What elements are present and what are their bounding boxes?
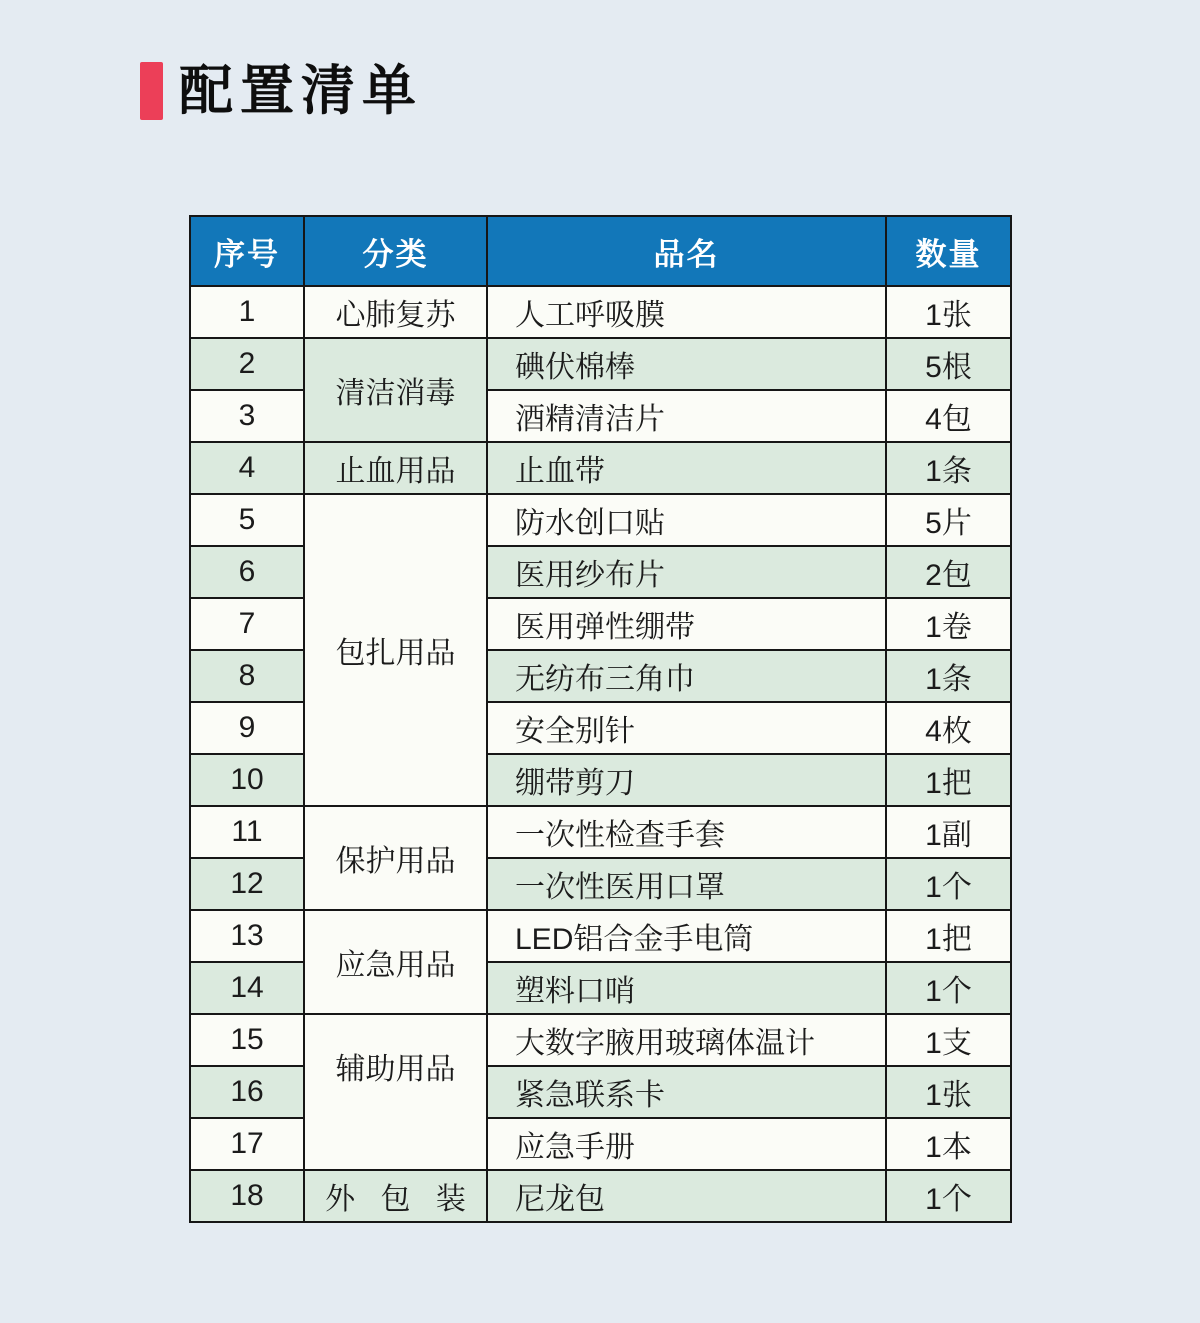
- table-row: [190, 338, 1011, 390]
- category-label: 保护用品: [335, 845, 456, 878]
- quantity-cell: 1张: [886, 1066, 1011, 1118]
- product-name-cell: 医用弹性绷带: [487, 598, 886, 650]
- category-label: 清洁消毒: [335, 377, 456, 410]
- category-label: 应急用品: [335, 949, 456, 982]
- row-index-cell: 9: [190, 702, 304, 754]
- table-row: [190, 286, 1011, 338]
- table-header-row: [190, 216, 1011, 286]
- row-index-cell: 12: [190, 858, 304, 910]
- product-name-cell: 绷带剪刀: [487, 754, 886, 806]
- product-name-cell: 应急手册: [487, 1118, 886, 1170]
- config-list-table: [189, 215, 1012, 1223]
- row-index-cell: 15: [190, 1014, 304, 1066]
- category-cell: [304, 286, 487, 338]
- quantity-cell: 5片: [886, 494, 1011, 546]
- title-accent-bar: [140, 62, 163, 120]
- product-name-cell: 人工呼吸膜: [487, 286, 886, 338]
- category-label: 心肺复苏: [335, 299, 456, 332]
- table-row: [190, 494, 1011, 546]
- product-name-cell: 一次性医用口罩: [487, 858, 886, 910]
- header-name: 品名: [487, 216, 886, 286]
- category-cell: [304, 338, 487, 442]
- product-name-cell: 安全别针: [487, 702, 886, 754]
- category-label: 外 包 装: [325, 1183, 466, 1216]
- product-name-cell: 紧急联系卡: [487, 1066, 886, 1118]
- row-index-cell: 11: [190, 806, 304, 858]
- product-name-cell: 碘伏棉棒: [487, 338, 886, 390]
- page-title: 配置清单: [179, 61, 423, 121]
- table-row: [190, 1170, 1011, 1222]
- row-index-cell: 16: [190, 1066, 304, 1118]
- row-index-cell: 10: [190, 754, 304, 806]
- quantity-cell: 2包: [886, 546, 1011, 598]
- quantity-cell: 5根: [886, 338, 1011, 390]
- quantity-cell: 1个: [886, 858, 1011, 910]
- category-label: 辅助用品: [335, 1053, 456, 1086]
- product-name-cell: 酒精清洁片: [487, 390, 886, 442]
- product-name-cell: 一次性检查手套: [487, 806, 886, 858]
- table-row: [190, 806, 1011, 858]
- category-cell: [304, 1014, 487, 1170]
- product-name-cell: 尼龙包: [487, 1170, 886, 1222]
- quantity-cell: 1副: [886, 806, 1011, 858]
- table-row: [190, 1014, 1011, 1066]
- row-index-cell: 8: [190, 650, 304, 702]
- row-index-cell: 2: [190, 338, 304, 390]
- quantity-cell: 1张: [886, 286, 1011, 338]
- quantity-cell: 1本: [886, 1118, 1011, 1170]
- row-index-cell: 14: [190, 962, 304, 1014]
- row-index-cell: 1: [190, 286, 304, 338]
- table-row: [190, 442, 1011, 494]
- header-qty: 数量: [886, 216, 1011, 286]
- quantity-cell: 4枚: [886, 702, 1011, 754]
- product-name-cell: 防水创口贴: [487, 494, 886, 546]
- row-index-cell: 5: [190, 494, 304, 546]
- header-category: 分类: [304, 216, 487, 286]
- product-name-cell: 大数字腋用玻璃体温计: [487, 1014, 886, 1066]
- quantity-cell: 1卷: [886, 598, 1011, 650]
- category-cell: [304, 910, 487, 1014]
- quantity-cell: 1条: [886, 442, 1011, 494]
- row-index-cell: 18: [190, 1170, 304, 1222]
- category-cell: [304, 1170, 487, 1222]
- row-index-cell: 4: [190, 442, 304, 494]
- quantity-cell: 1支: [886, 1014, 1011, 1066]
- category-cell: [304, 494, 487, 806]
- product-name-cell: 止血带: [487, 442, 886, 494]
- product-name-cell: LED铝合金手电筒: [487, 910, 886, 962]
- category-label: 包扎用品: [335, 637, 456, 670]
- quantity-cell: 1条: [886, 650, 1011, 702]
- header-index: 序号: [190, 216, 304, 286]
- category-cell: [304, 806, 487, 910]
- row-index-cell: 13: [190, 910, 304, 962]
- quantity-cell: 1把: [886, 754, 1011, 806]
- row-index-cell: 6: [190, 546, 304, 598]
- quantity-cell: 4包: [886, 390, 1011, 442]
- category-cell: [304, 442, 487, 494]
- table-row: [190, 910, 1011, 962]
- product-name-cell: 塑料口哨: [487, 962, 886, 1014]
- quantity-cell: 1个: [886, 962, 1011, 1014]
- row-index-cell: 17: [190, 1118, 304, 1170]
- product-name-cell: 无纺布三角巾: [487, 650, 886, 702]
- quantity-cell: 1把: [886, 910, 1011, 962]
- row-index-cell: 7: [190, 598, 304, 650]
- quantity-cell: 1个: [886, 1170, 1011, 1222]
- category-label: 止血用品: [335, 455, 456, 488]
- row-index-cell: 3: [190, 390, 304, 442]
- product-name-cell: 医用纱布片: [487, 546, 886, 598]
- page-title-block: [140, 62, 423, 120]
